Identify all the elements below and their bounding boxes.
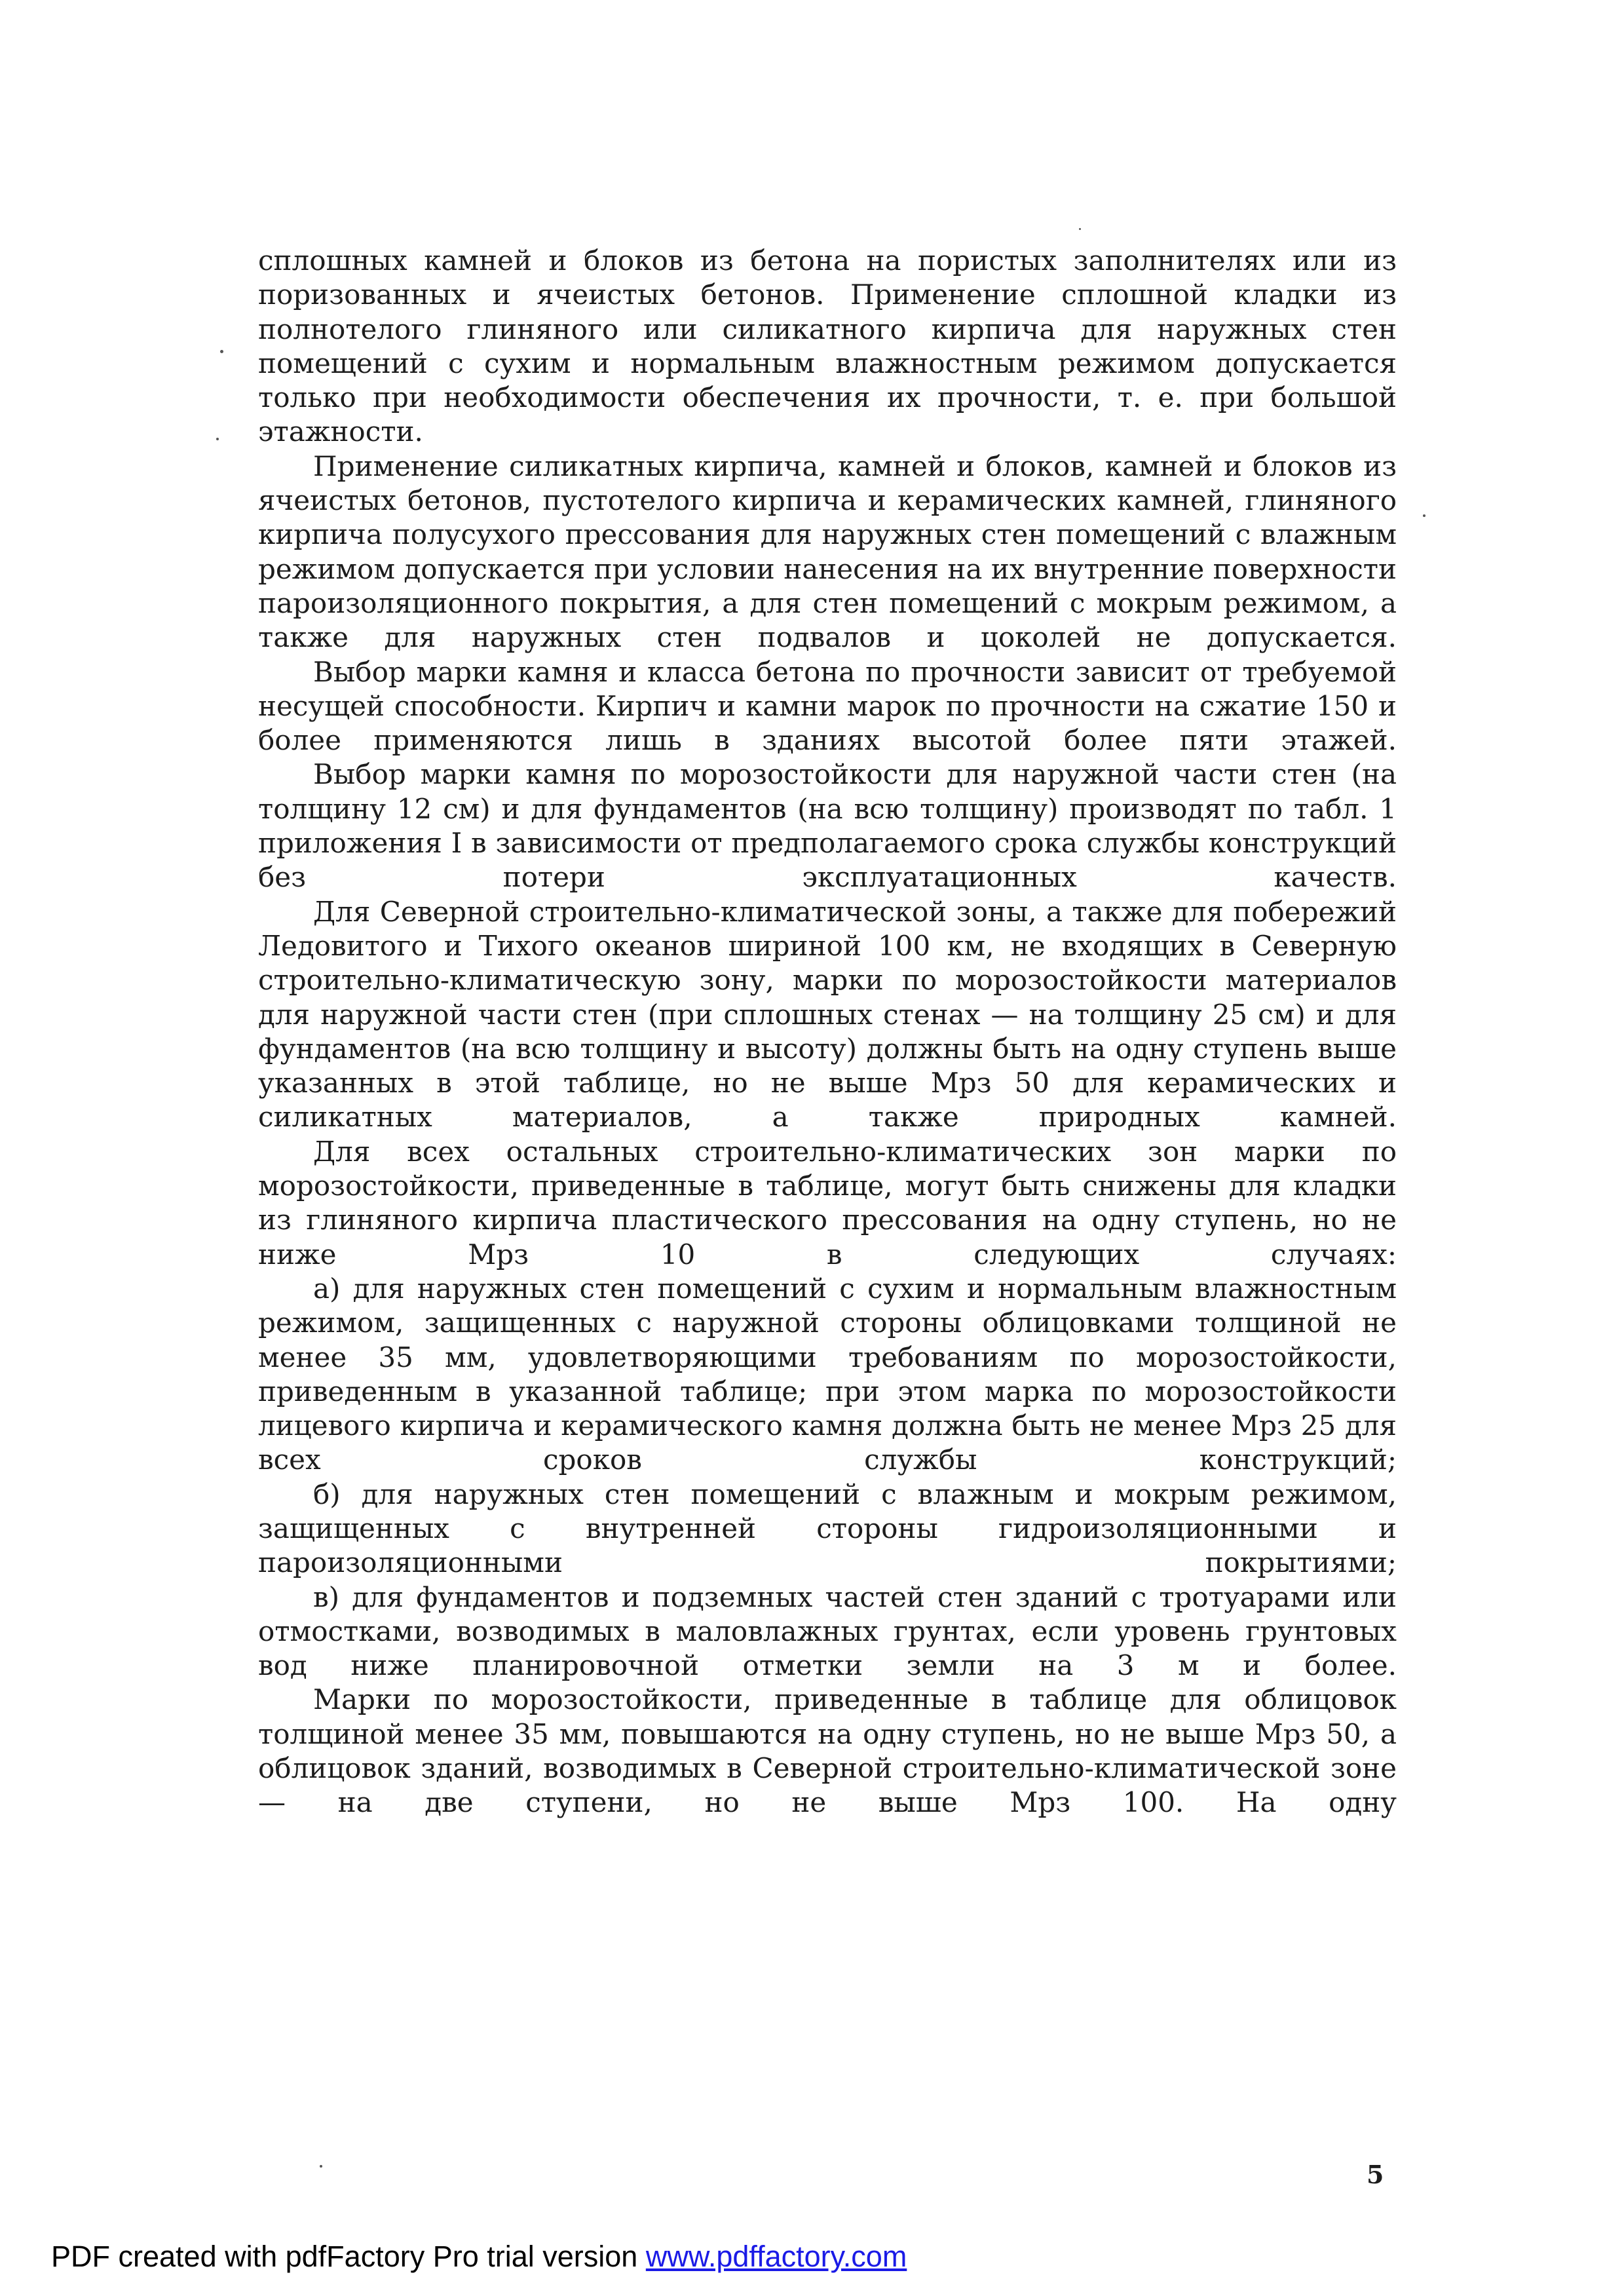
pdf-footer bbox=[51, 2240, 907, 2274]
paragraph-6: Для всех остальных строительно-климатических зон марки по морозостойкости, приведенные в таблице, могут быть снижены для кладки из глиняного кирпича пластического прессования на одну ступень, но не ниже Мрз 10 в следующих случаях: bbox=[258, 1135, 1397, 1271]
paragraph-2: Применение силикатных кирпича, камней и блоков, камней и блоков из ячеистых бетонов, пустотелого кирпича и керамических камней, глиняного кирпича полусухого прессования для наружных стен помещений с влажным режимом допускается при условии нанесения на их внутренние поверхности пароизоляционного покрытия, а для стен помещений с мокрым режимом, а также для наружных стен подвалов и цоколей не допускается. bbox=[258, 450, 1397, 654]
scan-speck bbox=[216, 438, 219, 440]
paragraph-9: в) для фундаментов и подземных частей стен зданий с тротуарами или отмостками, возводимых в маловлажных грунтах, если уровень грунтовых вод ниже планировочной отметки земли на 3 м и более. bbox=[258, 1580, 1397, 1682]
paragraph-8: б) для наружных стен помещений с влажным и мокрым режимом, защищенных с внутренней стороны гидроизоляционными и пароизоляционными покрытиями; bbox=[258, 1478, 1397, 1579]
paragraph-1: сплошных камней и блоков из бетона на пористых заполнителях или из поризованных и ячеистых бетонов. Применение сплошной кладки из полнотелого глиняного или силикатного кирпича для наружных стен помещений с сухим и нормальным влажностным режимом допускается только при необходимости обеспечения их прочности, т. е. при большой этажности. bbox=[258, 244, 1397, 448]
footer-text: PDF created with pdfFactory Pro trial version bbox=[51, 2240, 646, 2273]
paragraph-4: Выбор марки камня по морозостойкости для наружной части стен (на толщину 12 см) и для фундаментов (на всю толщину) производят по табл. 1 приложения I в зависимости от предполагаемого срока службы конструкций без потери эксплуатационных качеств. bbox=[258, 758, 1397, 894]
paragraph-7: а) для наружных стен помещений с сухим и нормальным влажностным режимом, защищенных с наружной стороны облицовками толщиной не менее 35 мм, удовлетворяющими требованиям по морозостойкости, приведенным в указанной таблице; при этом марка по морозостойкости лицевого кирпича и керамического камня должна быть не менее Мрз 25 для всех сроков службы конструкций; bbox=[258, 1272, 1397, 1476]
page-body bbox=[258, 244, 1397, 1820]
scan-speck bbox=[1423, 514, 1426, 517]
paragraph-10: Марки по морозостойкости, приведенные в таблице для облицовок толщиной менее 35 мм, повышаются на одну ступень, но не выше Мрз 50, а облицовок зданий, возводимых в Северной строительно-климатической зоне — на две ступени, но не выше Мрз 100. На одну bbox=[258, 1683, 1397, 1819]
scan-speck bbox=[220, 350, 223, 353]
scan-speck bbox=[320, 2165, 322, 2168]
scan-speck bbox=[1079, 228, 1081, 230]
paragraph-3: Выбор марки камня и класса бетона по прочности зависит от требуемой несущей способности. Кирпич и камни марок по прочности на сжатие 150 и более применяются лишь в зданиях высотой более пяти этажей. bbox=[258, 655, 1397, 757]
footer-link[interactable]: www.pdffactory.com bbox=[645, 2240, 907, 2273]
page-number: 5 bbox=[1367, 2160, 1384, 2189]
paragraph-5: Для Северной строительно-климатической зоны, а также для побережий Ледовитого и Тихого океанов шириной 100 км, не входящих в Северную строительно-климатическую зону, марки по морозостойкости материалов для наружной части стен (при сплошных стенах — на толщину 25 см) и для фундаментов (на всю толщину и высоту) должны быть на одну ступень выше указанных в этой таблице, но не выше Мрз 50 для керамических и силикатных материалов, а также природных камней. bbox=[258, 895, 1397, 1134]
